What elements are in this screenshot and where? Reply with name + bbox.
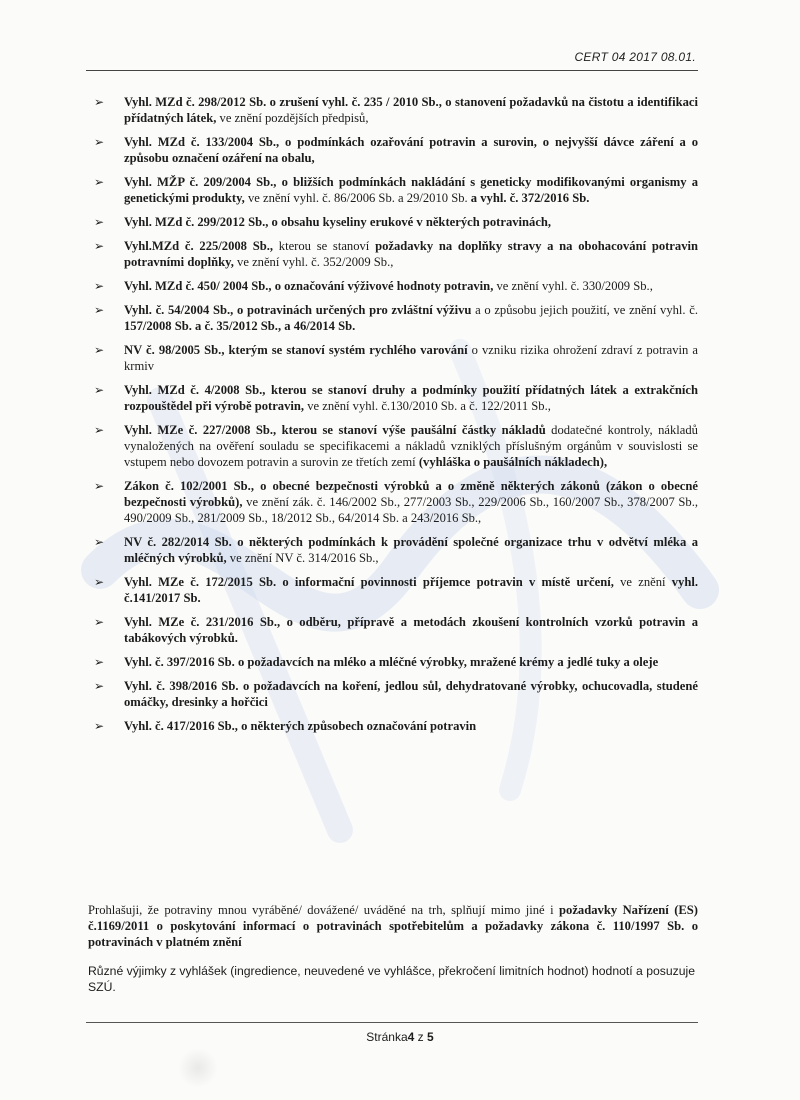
regulation-item (88, 302, 698, 334)
regulation-title: Vyhl. č. 397/2016 Sb. o požadavcích na mléko a mléčné výrobky, mražené krémy a jedlé tuky a oleje (124, 655, 659, 669)
regulation-detail: ve znění NV č. 314/2016 Sb., (226, 551, 379, 565)
arrow-bullet-icon: ➢ (94, 615, 105, 629)
declaration-text: Prohlašuji, že potraviny mnou vyráběné/ dovážené/ uváděné na trh, splňují mimo jiné i (88, 903, 560, 917)
regulation-detail: kterou se stanoví (273, 239, 376, 253)
regulation-item (88, 94, 698, 126)
arrow-bullet-icon: ➢ (94, 655, 105, 669)
arrow-bullet-icon: ➢ (94, 423, 105, 437)
regulation-title: Vyhl. MZe č. 231/2016 Sb., o odběru, přípravě a metodách zkoušení kontrolních vzorků potravin a tabákových výrobků. (124, 615, 698, 645)
regulation-item (88, 478, 698, 526)
regulation-detail-cont: ve znění vyhl. č. 352/2009 Sb., (233, 255, 394, 269)
page-total: 5 (427, 1030, 434, 1044)
arrow-bullet-icon: ➢ (94, 679, 105, 693)
regulation-item (88, 174, 698, 206)
document-code: CERT 04 2017 08.01. (574, 50, 696, 64)
declaration-emphasis: požadavky Nařízení (ES) č.1169/2011 o poskytování informací o potravinách spotřebitelům a požadavky zákona č. 110/1997 Sb. o potravinách v platném znění (88, 903, 698, 949)
regulation-title: Vyhl.MZd č. 225/2008 Sb., (124, 239, 274, 253)
regulation-item (88, 678, 698, 710)
regulation-detail: ve znění vyhl. č.130/2010 Sb. a č. 122/2011 Sb., (304, 399, 551, 413)
regulation-title: Vyhl. MZe č. 172/2015 Sb. o informační povinnosti příjemce potravin v místě určení, (124, 575, 614, 589)
page-separator: z (417, 1030, 424, 1044)
regulation-item (88, 422, 698, 470)
arrow-bullet-icon: ➢ (94, 719, 105, 733)
regulation-item (88, 614, 698, 646)
regulation-title: Vyhl. MZe č. 227/2008 Sb., kterou se stanoví výše paušální částky nákladů (124, 423, 546, 437)
regulation-detail: ve znění vyhl. č. 86/2006 Sb. a 29/2010 Sb. (244, 191, 468, 205)
regulation-title: Vyhl. č. 54/2004 Sb., o potravinách určených pro zvláštní výživu (124, 303, 472, 317)
header-divider (86, 70, 698, 71)
exemptions-note: Různé výjimky z vyhlášek (ingredience, neuvedené ve vyhlášce, překročení limitních hodnot) hodnotí a posuzuje SZÚ. (88, 964, 695, 994)
regulation-title: Zákon č. 102/2001 Sb., o obecné bezpečnosti výrobků a o změně některých zákonů (zákon o obecné bezpečnosti výrobků), (124, 479, 698, 509)
arrow-bullet-icon: ➢ (94, 575, 105, 589)
regulation-detail: o vzniku rizika ohrožení zdraví z potravin a krmiv (124, 343, 699, 373)
regulation-detail: ve znění (613, 575, 672, 589)
regulation-detail: ve znění zák. č. 146/2002 Sb., 277/2003 Sb., 229/2006 Sb., 160/2007 Sb., 378/2007 Sb., 490/2009 Sb., 281/2009 Sb., 18/2012 Sb., 64/2014 Sb. a 243/2016 Sb., (124, 495, 698, 525)
regulation-item (88, 342, 698, 374)
page-label: Stránka (366, 1030, 408, 1044)
regulation-item (88, 214, 698, 230)
regulation-list-container (88, 94, 698, 742)
regulation-item (88, 718, 698, 734)
regulation-title: Vyhl. MŽP č. 209/2004 Sb., o bližších podmínkách nakládání s geneticky modifikovanými organismy a genetickými produkty, (124, 175, 698, 205)
regulation-list (88, 94, 698, 734)
regulation-title: Vyhl. č. 398/2016 Sb. o požadavcích na koření, jedlou sůl, dehydratované výrobky, ochucovadla, studené omáčky, dresinky a hořčici (124, 679, 698, 709)
regulation-title: NV č. 282/2014 Sb. o některých podmínkách k provádění společné organizace trhu v odvětví mléka a mléčných výrobků, (124, 535, 698, 565)
regulation-title: Vyhl. MZd č. 133/2004 Sb., o podmínkách ozařování potravin a surovin, o nejvyšší dávce záření a o způsobu označení ozáření na obalu, (124, 135, 698, 165)
arrow-bullet-icon: ➢ (94, 343, 105, 357)
scan-smudge (178, 1048, 218, 1088)
regulation-title: Vyhl. MZd č. 298/2012 Sb. o zrušení vyhl. č. 235 / 2010 Sb., o stanovení požadavků na čistotu a identifikaci přídatných látek, (124, 95, 698, 125)
declaration-paragraph (88, 902, 698, 950)
regulation-title-cont: požadavky na doplňky stravy a na obohacování potravin potravními doplňky, (124, 239, 698, 269)
regulation-detail: a o způsobu jejich použití, ve znění vyhl. č. (471, 303, 698, 317)
arrow-bullet-icon: ➢ (94, 175, 105, 189)
arrow-bullet-icon: ➢ (94, 279, 105, 293)
arrow-bullet-icon: ➢ (94, 383, 105, 397)
regulation-item (88, 278, 698, 294)
regulation-item (88, 654, 698, 670)
page-number (0, 1030, 800, 1044)
arrow-bullet-icon: ➢ (94, 479, 105, 493)
regulation-item (88, 574, 698, 606)
regulation-title: Vyhl. MZd č. 4/2008 Sb., kterou se stanoví druhy a podmínky použití přídatných látek a extrakčních rozpouštědel při výrobě potravin, (124, 383, 698, 413)
arrow-bullet-icon: ➢ (94, 239, 105, 253)
regulation-title-cont: (vyhláška o paušálních nákladech), (418, 455, 608, 469)
regulation-item (88, 382, 698, 414)
page-current: 4 (407, 1030, 415, 1044)
regulation-title: Vyhl. č. 417/2016 Sb., o některých způsobech označování potravin (124, 719, 477, 733)
regulation-detail: dodatečné kontroly, nákladů vynaložených na ověření souladu se specifikacemi a nákladů vzniklých příslušným orgánům v souvislosti se vstupem nebo dovozem potravin a surovin ze třetích zemí (124, 423, 698, 469)
arrow-bullet-icon: ➢ (94, 535, 105, 549)
arrow-bullet-icon: ➢ (94, 135, 105, 149)
regulation-title-cont: vyhl. č.141/2017 Sb. (124, 575, 698, 605)
regulation-item (88, 238, 698, 270)
regulation-detail: ve znění pozdějších předpisů, (216, 111, 369, 125)
regulation-item (88, 534, 698, 566)
regulation-title-cont: 157/2008 Sb. a č. 35/2012 Sb., a 46/2014 Sb. (124, 319, 356, 333)
regulation-title: NV č. 98/2005 Sb., kterým se stanoví systém rychlého varování (124, 343, 468, 357)
regulation-title: Vyhl. MZd č. 299/2012 Sb., o obsahu kyseliny erukové v některých potravinách, (124, 215, 552, 229)
regulation-item (88, 134, 698, 166)
footer-divider (86, 1022, 698, 1023)
regulation-title-cont: a vyhl. č. 372/2016 Sb. (467, 191, 590, 205)
regulation-detail: ve znění vyhl. č. 330/2009 Sb., (493, 279, 653, 293)
regulation-title: Vyhl. MZd č. 450/ 2004 Sb., o označování výživové hodnoty potravin, (124, 279, 494, 293)
arrow-bullet-icon: ➢ (94, 95, 105, 109)
arrow-bullet-icon: ➢ (94, 303, 105, 317)
arrow-bullet-icon: ➢ (94, 215, 105, 229)
